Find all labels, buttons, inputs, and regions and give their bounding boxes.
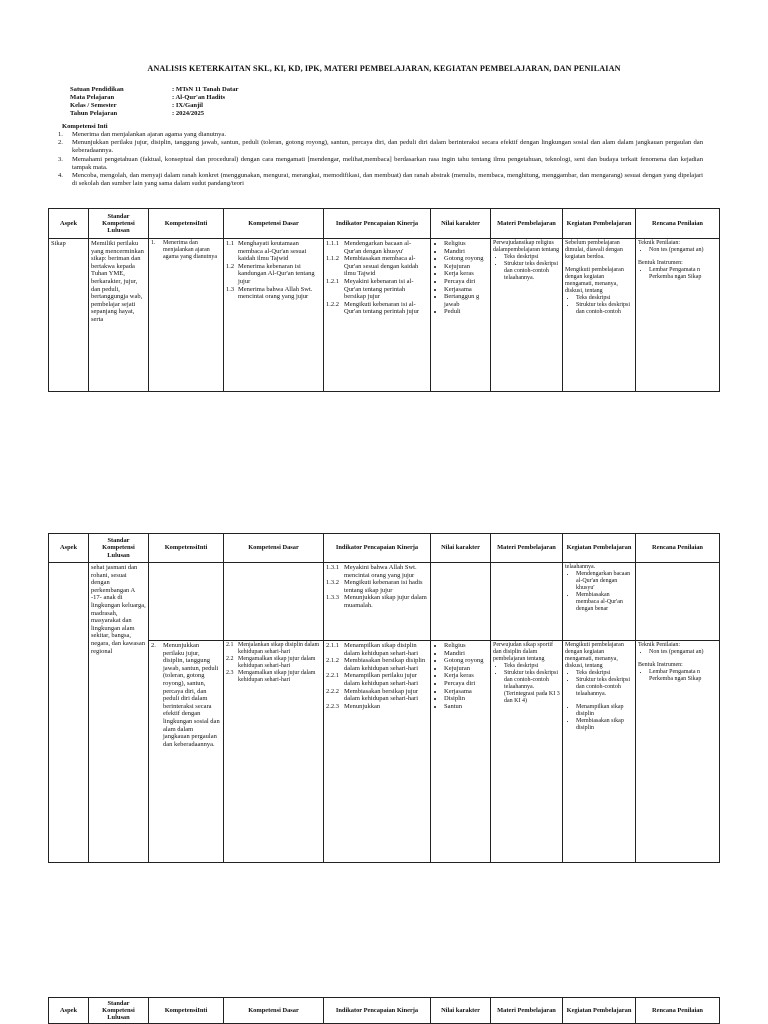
cell-nilai: • Religius • Mandiri • Gotong royong • Kejujuran • Kerja keras • Percaya diri • Kerjasama • Disiplin • Santun [431,641,491,863]
header-nilai: Nilai karakter [431,998,491,1024]
ki-item: 1. Menerima dan menjalankan ajaran agama yang dianutnya. [58,131,226,138]
header-materi: Materi Pembelajaran [491,534,563,563]
cell-ipk: 1.1.1 Mendengarkan bacaan al-Qur'an dengan khusyu' 1.1.2 Membiasakan membaca al-Qur'an sesuai dengan kaidah ilmu Tajwid 1.2.1 Meyakini kebenaran isi al-Qur'an tentang perintah bersikap jujur 1.2.2 Mengikuti kebenaran isi al-Qur'an tentang perintah jujur [324,239,431,392]
header-penilaian: Rencana Penilaian [636,209,720,239]
identity-value: : Al-Qur'an Hadits [172,94,226,101]
header-kegiatan: Kegiatan Pembelajaran [563,998,636,1024]
header-aspek: Aspek [49,534,89,563]
table-row [49,239,720,392]
header-materi: Materi Pembelajaran [491,998,563,1024]
analysis-table-3 [48,997,720,1024]
document-title: ANALISIS KETERKAITAN SKL, KI, KD, IPK, MATERI PEMBELAJARAN, KEGIATAN PEMBELAJARAN, DAN PENILAIAN [147,64,621,73]
analysis-table-2 [48,533,720,863]
ki-heading: Kompetensi Inti [62,123,108,130]
identity-value: : MTsN 11 Tanah Datar [172,86,239,93]
cell-ipk: 1.3.1 Meyakini bahwa Allah Swt. mencintai orang yang jujur 1.3.2 Mengikuti kebenaran isi hadis tentang sikap jujur 1.3.3 Menunjukkan sikap jujur dalam muamalah. [324,563,431,641]
identity-label: Kelas / Semester [70,102,117,109]
cell-kegiatan: Mengikuti pembelajaran dengan kegiatan mengamati, menanya, diskusi, tentang • Teks deskripsi • Struktur teks deskripsi dan contoh-contoh telaahannya. • Menampilkan sikap disiplin • Membiasakan sikap disiplin [563,641,636,863]
cell-materi: Perwujudansikap religius dalampembelajaran tentang • Teks deskripsi • Struktur teks deskripsi dan contoh-contoh telaahannya. [491,239,563,392]
header-penilaian: Rencana Penilaian [636,998,720,1024]
header-nilai: Nilai karakter [431,534,491,563]
cell-materi [491,563,563,641]
cell-aspek [49,563,89,863]
cell-kd: 1.1 Menghayati keutamaan membaca al-Qur'an sesuai kaidah ilmu Tajwid 1.2 Menerima kebenaran isi kandungan Al-Qur'an tentang jujur 1.3 Menerima bahwa Allah Swt. mencintai orang yang jujur [224,239,324,392]
identity-value: : IX/Ganjil [172,102,203,109]
header-skl: Standar Kompetensi Lulusan [89,998,149,1024]
cell-skl: sehat jasmani dan rohani, sesuai dengan perkembangan A -17- anak di lingkungan keluarga, madrasah, masyarakat dan lingkungan alam sekitar, bangsa, negara, dan kawasan regional [89,563,149,863]
header-kd: Kompetensi Dasar [224,534,324,563]
identity-value: : 2024/2025 [172,110,205,117]
ki-item: 2. Menunjukkan perilaku jujur, disiplin, tanggung jawab, santun, peduli (toleran, gotong royong), santun, percaya diri, dan peduli diri dalam berinteraksi secara efektif dengan lingkungan sosial dan alam dalam jangkauan pergaulan dan keberadaannya. [58,139,703,155]
cell-ki: 2. Menunjukkan perilaku jujur, disiplin, tanggung jawab, santun, peduli (toleran, gotong royong), santun, percaya diri, dan peduli diri dalam berinteraksi secara efektif dengan lingkungan sosial dan alam dalam jangkauan pergaulan dan keberadaannya. [149,641,224,863]
header-skl: Standar Kompetensi Lulusan [89,209,149,239]
table-header-row [49,209,720,239]
cell-kegiatan: Sebelum pembelajaran dimulai, diawali dengan kegiatan berdoa. Mengikuti pembelajaran dengan kegiatan mengamati, menanya, diskusi, tentang • Teks deskripsi • Struktur teks deskripsi dan contoh-contoh [563,239,636,392]
table-row [49,641,720,863]
header-kd: Kompetensi Dasar [224,209,324,239]
header-ki: KompetensiInti [149,998,224,1024]
cell-kd: 2.1 Menjalankan sikap disiplin dalam kehidupan sehari-hari 2.2 Mengamalkan sikap jujur dalam kehidupan sehari-hari 2.3 Mengamalkan sikap jujur dalam kehidupan sehari-hari [224,641,324,863]
header-aspek: Aspek [49,209,89,239]
header-nilai: Nilai karakter [431,209,491,239]
header-aspek: Aspek [49,998,89,1024]
cell-penilaian: Teknik Penilaian: • Non tes (pengamat an) Bentuk Instrumen: • Lembar Pengamata n Perkemba ngan Sikap [636,239,720,392]
cell-kd [224,563,324,641]
ki-list [58,131,703,188]
cell-materi: Perwujudan sikap sportif dan disiplin dalam pembelajaran tentang • Teks deskripsi • Struktur teks deskripsi dan contoh-contoh telaahannya. (Terintegrasi pada KI 3 dan KI 4) [491,641,563,863]
ki-item: 4. Mencoba, mengolah, dan menyaji dalam ranah konkret (menggunakan, mengurai, merangkai, memodifikasi, dan membuat) dan ranah abstrak (menulis, membaca, menghitung, menggambar, dan mengarang) sesuai dengan yang dipelajari di sekolah dan sumber lain yang sama dalam sudut pandang/teori [58,172,703,188]
cell-kegiatan: telaahannya. • Mendengarkan bacaan al-Qur'an dengan khusyu' • Membiasakan membaca al-Qur'an dengan benar [563,563,636,641]
header-kd: Kompetensi Dasar [224,998,324,1024]
identity-label: Tahun Pelajaran [70,110,118,117]
header-penilaian: Rencana Penilaian [636,534,720,563]
cell-penilaian: Teknik Penilaian: • Non tes (pengamat an) Bentuk Instrumen: • Lembar Pengamata n Perkemba ngan Sikap [636,641,720,863]
header-kegiatan: Kegiatan Pembelajaran [563,209,636,239]
ki-item: 3. Memahami pengetahuan (faktual, konseptual dan procedural) dengan cara mengamati [mendengar, melihat,membaca] berdasarkan rasa ingin tahu tentang ilmu pengetahuan, teknologi, seni dan budaya terkait fenomena dan kejadian tampak mata. [58,155,703,171]
identity-label: Satuan Pendidikan [70,86,124,93]
identity-label: Mata Pelajaran [70,94,115,101]
table-header-row [49,998,720,1024]
header-ki: KompetensiInti [149,209,224,239]
header-materi: Materi Pembelajaran [491,209,563,239]
header-ipk: Indikator Pencapaian Kinerja [324,998,431,1024]
identity-block [70,86,238,118]
header-skl: Standar Kompetensi Lulusan [89,534,149,563]
cell-ki [149,563,224,641]
cell-ipk: 2.1.1 Menampilkan sikap disiplin dalam kehidupan sehari-hari 2.1.2 Membiasakan bersikap disiplin dalam kehidupan sehari-hari 2.2.1 Menampilkan perilaku jujur dalam kehidupan sehari-hari 2.2.2 Membiasakan bersikap jujur dalam kehidupan sehari-hari 2.2.3 Menunjukkan [324,641,431,863]
cell-aspek: Sikap [49,239,89,392]
table-header-row [49,534,720,563]
header-ipk: Indikator Pencapaian Kinerja [324,534,431,563]
cell-nilai [431,563,491,641]
cell-nilai: • Religius • Mandiri • Gotong royong • Kejujuran • Kerja keras • Percaya diri • Kerjasama • Bertanggun g jawab • Peduli [431,239,491,392]
header-ki: KompetensiInti [149,534,224,563]
table-row [49,563,720,641]
cell-skl: Memiliki perilaku yang mencerminkan sikap: beriman dan bertakwa kepada Tuhan YME, berkarakter, jujur, dan peduli, bertanggungja wab, pembelajar sejati sepanjang hayat, serta [89,239,149,392]
header-kegiatan: Kegiatan Pembelajaran [563,534,636,563]
cell-ki: 1. Menerima dan menjalankan ajaran agama yang dianutnya [149,239,224,392]
header-ipk: Indikator Pencapaian Kinerja [324,209,431,239]
analysis-table-1 [48,208,720,392]
cell-penilaian [636,563,720,641]
